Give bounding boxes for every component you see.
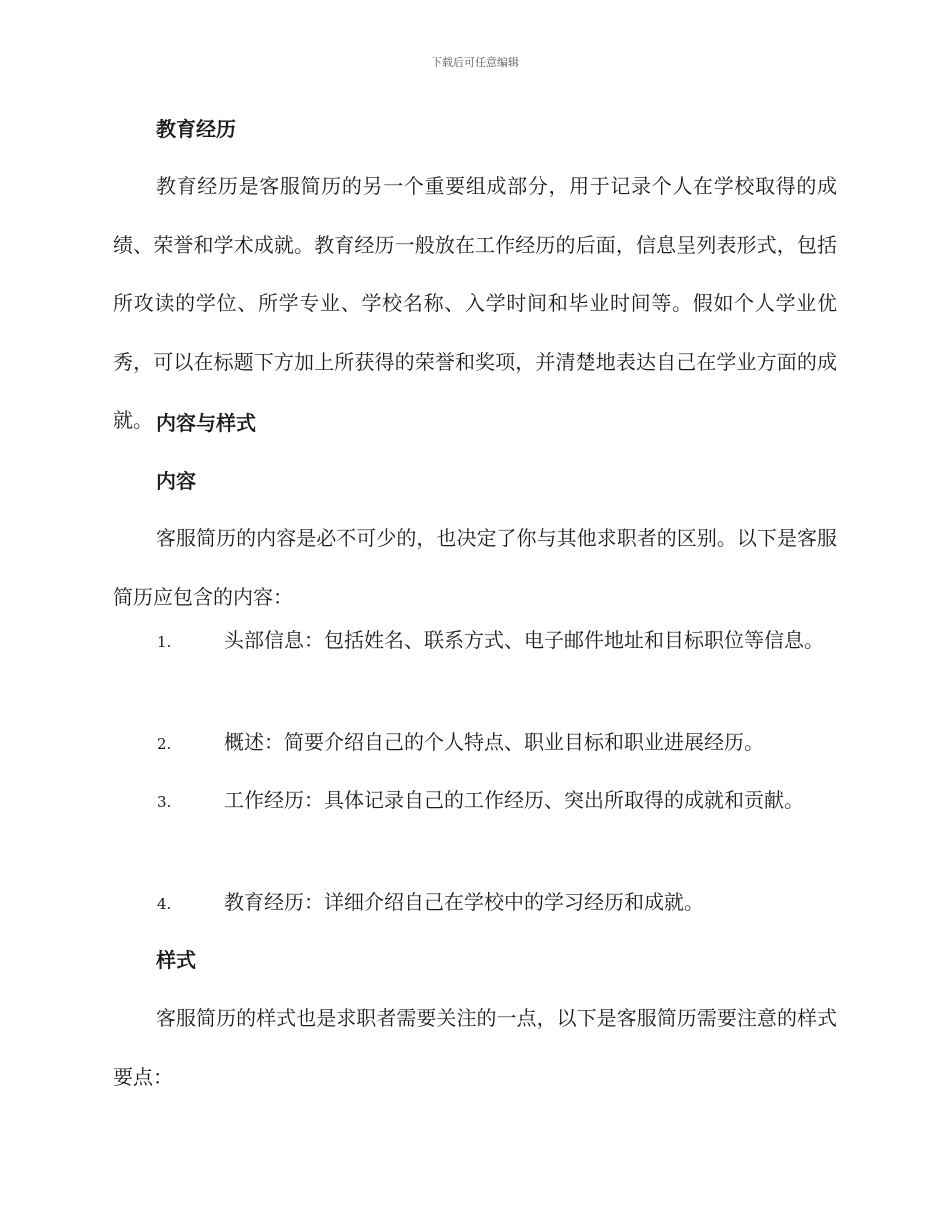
style-paragraph: 客服简历的样式也是求职者需要关注的一点，以下是客服简历需要注意的样式要点：	[113, 1006, 837, 1089]
section-heading-content: 内容	[156, 469, 196, 493]
section-heading-education: 教育经历	[156, 117, 236, 141]
list-item-number: 2.	[157, 735, 172, 753]
list-item-text: 教育经历：详细介绍自己在学校中的学习经历和成就。	[224, 890, 704, 914]
list-item	[113, 713, 837, 774]
list-item-text: 概述：简要介绍自己的个人特点、职业目标和职业进展经历。	[224, 730, 764, 754]
list-item-text: 工作经历：具体记录自己的工作经历、突出所取得的成就和贡献。	[224, 788, 804, 812]
list-item-number: 3.	[157, 793, 172, 811]
page-header: 下载后可任意编辑	[431, 56, 519, 69]
list-item-number: 4.	[157, 895, 172, 913]
section-heading-style: 样式	[156, 948, 196, 972]
content-paragraph: 客服简历的内容是必不可少的，也决定了你与其他求职者的区别。以下是客服简历应包含的内容：	[113, 526, 837, 609]
list-item-number: 1.	[157, 633, 172, 651]
list-item	[113, 771, 837, 832]
list-item-text: 头部信息：包括姓名、联系方式、电子邮件地址和目标职位等信息。	[224, 628, 824, 652]
list-item	[113, 873, 837, 934]
list-item	[113, 611, 837, 672]
education-paragraph: 教育经历是客服简历的另一个重要组成部分，用于记录个人在学校取得的成绩、荣誉和学术成就。教育经历一般放在工作经历的后面，信息呈列表形式，包括所攻读的学位、所学专业、学校名称、入学时间和毕业时间等。假如个人学业优秀，可以在标题下方加上所获得的荣誉和奖项，并清楚地表达自己在学业方面的成就。	[113, 174, 837, 432]
section-heading-content-style: 内容与样式	[156, 411, 256, 435]
